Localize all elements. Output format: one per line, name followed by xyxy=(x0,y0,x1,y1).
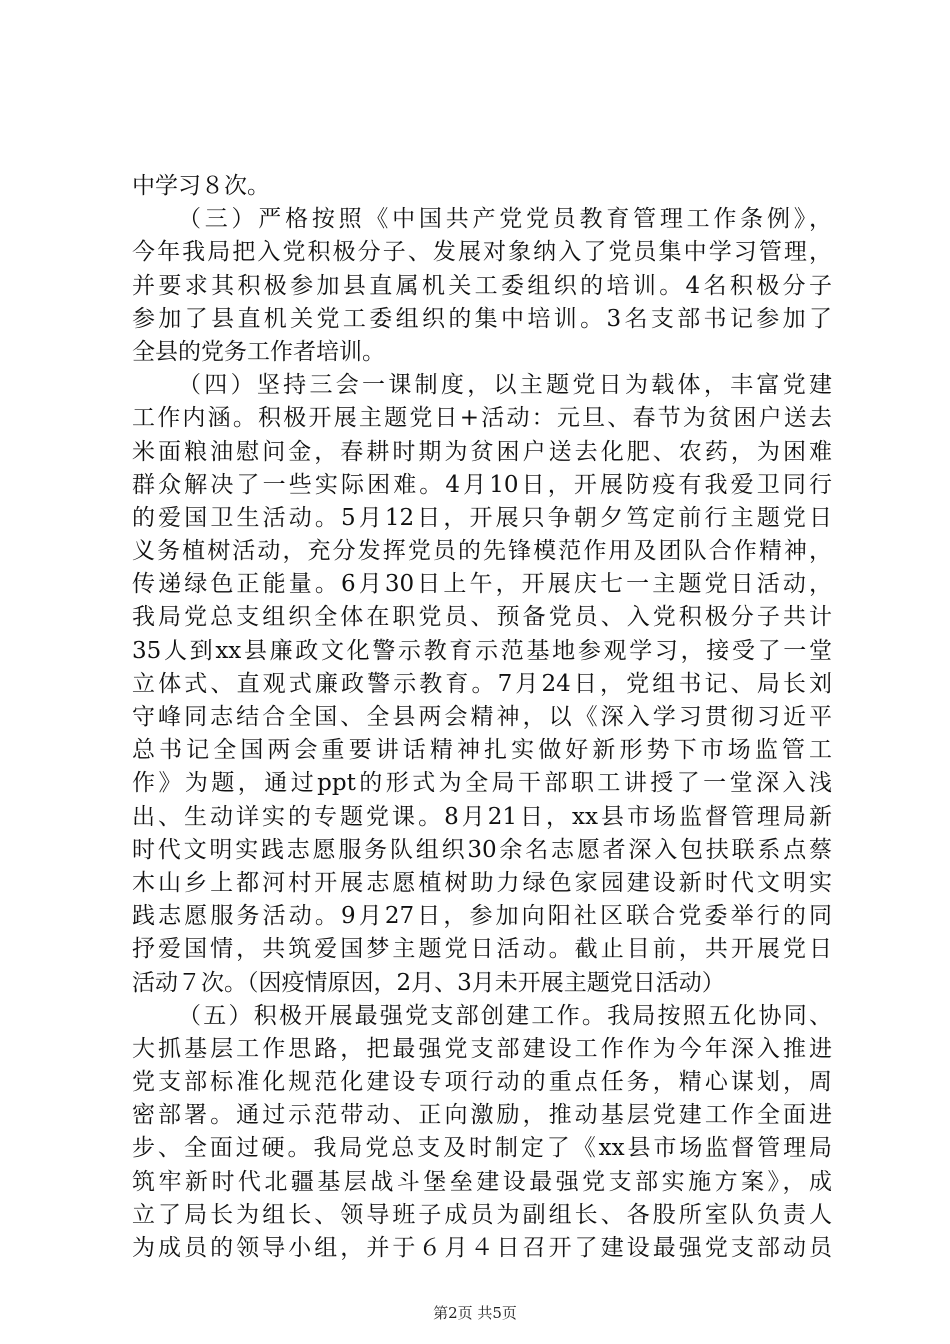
paragraph-line: 的爱国卫生活动。5月12日，开展只争朝夕笃定前行主题党日 xyxy=(132,504,832,531)
paragraph-line: 木山乡上都河村开展志愿植树助力绿色家园建设新时代文明实 xyxy=(132,869,832,896)
paragraph-line: 我局党总支组织全体在职党员、预备党员、入党积极分子共计 xyxy=(132,604,832,631)
paragraph-line: 筑牢新时代北疆基层战斗堡垒建设最强党支部实施方案》，成 xyxy=(132,1168,832,1195)
paragraph-line: 党支部标准化规范化建设专项行动的重点任务，精心谋划，周 xyxy=(132,1069,832,1096)
paragraph-line: 出、生动详实的专题党课。8月21日，xx县市场监督管理局新 xyxy=(132,803,832,830)
paragraph-line: 工作内涵。积极开展主题党日+活动：元旦、春节为贫困户送去 xyxy=(132,405,832,432)
paragraph-line: 抒爱国情，共筑爱国梦主题党日活动。截止目前，共开展党日 xyxy=(132,936,832,963)
paragraph-line: 立体式、直观式廉政警示教育。7月24日，党组书记、局长刘 xyxy=(132,670,832,697)
paragraph-line: 全县的党务工作者培训。 xyxy=(132,338,385,365)
paragraph-line: 密部署。通过示范带动、正向激励，推动基层党建工作全面进 xyxy=(132,1102,832,1129)
paragraph-line: （三）严格按照《中国共产党党员教育管理工作条例》， xyxy=(178,206,832,233)
paragraph-line: 米面粮油慰问金，春耕时期为贫困户送去化肥、农药，为困难 xyxy=(132,438,832,465)
paragraph-line: 守峰同志结合全国、全县两会精神，以《深入学习贯彻习近平 xyxy=(132,704,832,730)
paragraph-line: 总书记全国两会重要讲话精神扎实做好新形势下市场监管工 xyxy=(132,737,832,764)
paragraph-line: 立了局长为组长、领导班子成员为副组长、各股所室队负责人 xyxy=(132,1201,832,1228)
paragraph-line: 今年我局把入党积极分子、发展对象纳入了党员集中学习管理， xyxy=(132,239,832,266)
paragraph-line: 群众解决了一些实际困难。4月10日，开展防疫有我爱卫同行 xyxy=(132,471,832,498)
paragraph-line: 步、全面过硬。我局党总支及时制定了《xx县市场监督管理局 xyxy=(132,1135,832,1162)
paragraph-line: （五）积极开展最强党支部创建工作。我局按照五化协同、 xyxy=(178,1002,832,1029)
paragraph-line: 并要求其积极参加县直属机关工委组织的培训。4名积极分子 xyxy=(132,272,832,299)
page-number-footer: 第2页 共5页 xyxy=(433,1304,517,1322)
paragraph-line: 中学习８次。 xyxy=(132,173,270,199)
paragraph-line: 大抓基层工作思路，把最强党支部建设工作作为今年深入推进 xyxy=(132,1035,832,1062)
paragraph-line: 35人到xx县廉政文化警示教育示范基地参观学习，接受了一堂 xyxy=(132,637,832,664)
paragraph-line: 作》为题，通过ppt的形式为全局干部职工讲授了一堂深入浅 xyxy=(132,770,832,797)
paragraph-line: 践志愿服务活动。9月27日，参加向阳社区联合党委举行的同 xyxy=(132,903,832,930)
paragraph-line: 传递绿色正能量。6月30日上午，开展庆七一主题党日活动， xyxy=(132,571,832,598)
paragraph-line: 活动７次。（因疫情原因，2月、3月未开展主题党日活动） xyxy=(132,969,725,996)
paragraph-line: 为成员的领导小组，并于６月４日召开了建设最强党支部动员 xyxy=(132,1235,832,1261)
document-body xyxy=(132,170,832,1265)
paragraph-line: 参加了县直机关党工委组织的集中培训。3名支部书记参加了 xyxy=(132,305,832,332)
paragraph-line: 义务植树活动，充分发挥党员的先锋模范作用及团队合作精神， xyxy=(132,538,832,565)
paragraph-line: （四）坚持三会一课制度，以主题党日为载体，丰富党建 xyxy=(178,372,832,399)
paragraph-line: 时代文明实践志愿服务队组织30余名志愿者深入包扶联系点蔡 xyxy=(132,836,832,863)
